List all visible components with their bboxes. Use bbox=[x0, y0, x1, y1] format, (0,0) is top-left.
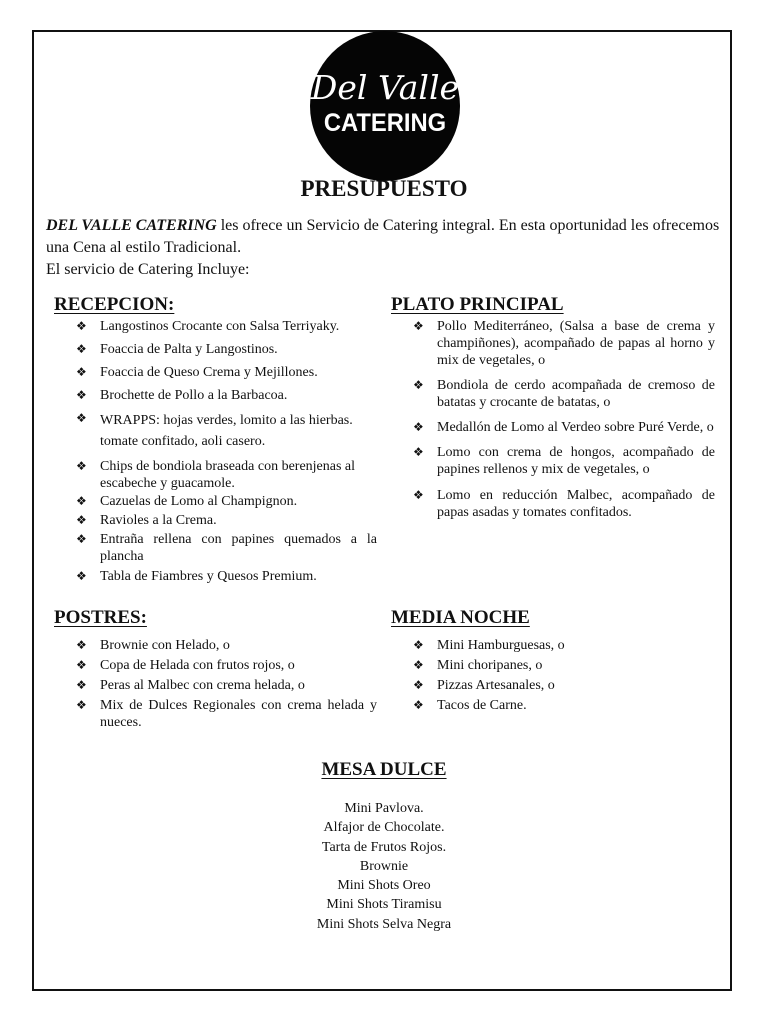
diamond-bullet-icon: ❖ bbox=[76, 658, 87, 672]
media-noche-list bbox=[413, 637, 715, 714]
diamond-bullet-icon: ❖ bbox=[413, 378, 424, 392]
diamond-bullet-icon: ❖ bbox=[413, 319, 424, 333]
list-item: ❖ Lomo en reducción Malbec, acompañado de papas asadas y tomates confitados. bbox=[413, 488, 715, 520]
diamond-bullet-icon: ❖ bbox=[413, 658, 424, 672]
list-item: ❖ Lomo con crema de hongos, acompañado de papines rellenos y mix de vegetales, o bbox=[413, 445, 715, 477]
list-item: ❖ Medallón de Lomo al Verdeo sobre Puré Verde, o bbox=[413, 420, 714, 435]
diamond-bullet-icon: ❖ bbox=[413, 420, 424, 434]
list-item: ❖ Bondiola de cerdo acompañada de cremoso de batatas y crocante de batatas, o bbox=[413, 378, 715, 410]
list-item: ❖ Ravioles a la Crema. bbox=[76, 513, 217, 528]
diamond-bullet-icon: ❖ bbox=[76, 569, 87, 583]
list-item: ❖ Cazuelas de Lomo al Champignon. bbox=[76, 494, 298, 509]
intro-brand: DEL VALLE CATERING bbox=[46, 217, 217, 234]
diamond-bullet-icon: ❖ bbox=[76, 411, 87, 425]
list-item: ❖ Tabla de Fiambres y Quesos Premium. bbox=[76, 569, 317, 584]
media-noche-heading: MEDIA NOCHE bbox=[391, 607, 530, 628]
diamond-bullet-icon: ❖ bbox=[76, 678, 87, 692]
list-item: ❖ Pollo Mediterráneo, (Salsa a base de crema y champiñones), acompañado de papas al horno y mix de vegetales, o bbox=[413, 319, 715, 368]
list-item: Mini Pavlova. bbox=[344, 801, 424, 816]
diamond-bullet-icon: ❖ bbox=[413, 698, 424, 712]
del-valle-logo bbox=[310, 31, 460, 181]
list-item: ❖ Mini Hamburguesas, o bbox=[413, 638, 565, 653]
intro-text: les ofrece un Servicio de Catering integral. En esta oportunidad les ofrecemos una Cena al estilo Tradicional. bbox=[46, 217, 720, 256]
list-item: Mini Shots Oreo bbox=[337, 878, 431, 894]
mesa-dulce-list bbox=[0, 799, 768, 934]
diamond-bullet-icon: ❖ bbox=[76, 319, 87, 333]
list-item: Mini Shots Tiramisu bbox=[326, 897, 442, 913]
mesa-dulce-heading: MESA DULCE bbox=[321, 759, 447, 780]
list-item: ❖ Foaccia de Queso Crema y Mejillones. bbox=[76, 365, 318, 380]
diamond-bullet-icon: ❖ bbox=[76, 388, 87, 402]
diamond-bullet-icon: ❖ bbox=[76, 698, 87, 712]
diamond-bullet-icon: ❖ bbox=[413, 678, 424, 692]
diamond-bullet-icon: ❖ bbox=[76, 342, 87, 356]
diamond-bullet-icon: ❖ bbox=[413, 488, 424, 502]
list-item: ❖ Brownie con Helado, o bbox=[76, 638, 230, 653]
list-item: ❖ Peras al Malbec con crema helada, o bbox=[76, 678, 305, 693]
postres-list bbox=[76, 637, 377, 731]
list-item: ❖ Langostinos Crocante con Salsa Terriyaky. bbox=[76, 319, 340, 334]
diamond-bullet-icon: ❖ bbox=[76, 513, 87, 527]
list-item: ❖ Mini choripanes, o bbox=[413, 658, 543, 673]
list-item: ❖ Chips de bondiola braseada con berenjenas al escabeche y guacamole. bbox=[76, 459, 356, 491]
list-item: ❖ Brochette de Pollo a la Barbacoa. bbox=[76, 388, 288, 403]
diamond-bullet-icon: ❖ bbox=[413, 445, 424, 459]
diamond-bullet-icon: ❖ bbox=[76, 365, 87, 379]
list-item: Tarta de Frutos Rojos. bbox=[321, 839, 447, 855]
intro-line2: El servicio de Catering Incluye: bbox=[46, 261, 250, 278]
list-item: ❖ Copa de Helada con frutos rojos, o bbox=[76, 658, 295, 673]
list-item: ❖ WRAPPS: hojas verdes, lomito a las hierbas. tomate confitado, aoli casero. bbox=[76, 411, 353, 449]
list-item: Alfajor de Chocolate. bbox=[323, 820, 445, 836]
page-title: PRESUPUESTO bbox=[300, 176, 468, 201]
postres-heading: POSTRES: bbox=[54, 607, 147, 628]
diamond-bullet-icon: ❖ bbox=[76, 494, 87, 508]
diamond-bullet-icon: ❖ bbox=[76, 638, 87, 652]
list-item: ❖ Entraña rellena con papines quemados a la plancha bbox=[76, 532, 377, 564]
diamond-bullet-icon: ❖ bbox=[76, 532, 87, 546]
list-item: ❖ Pizzas Artesanales, o bbox=[413, 678, 555, 693]
logo-script-text: Del Valle bbox=[310, 68, 460, 107]
plato-principal-heading: PLATO PRINCIPAL bbox=[391, 294, 564, 315]
recepcion-list bbox=[76, 318, 377, 585]
list-item: Mini Shots Selva Negra bbox=[316, 916, 452, 932]
logo-word-text: CATERING bbox=[323, 109, 447, 137]
diamond-bullet-icon: ❖ bbox=[76, 459, 87, 473]
diamond-bullet-icon: ❖ bbox=[413, 638, 424, 652]
list-item: ❖ Tacos de Carne. bbox=[413, 698, 527, 713]
recepcion-heading: RECEPCION: bbox=[54, 294, 175, 315]
plato-principal-list bbox=[413, 318, 715, 521]
list-item: ❖ Foaccia de Palta y Langostinos. bbox=[76, 342, 278, 357]
list-item: ❖ Mix de Dulces Regionales con crema helada y nueces. bbox=[76, 698, 377, 730]
intro-paragraph bbox=[46, 215, 726, 281]
list-item: Brownie bbox=[359, 858, 409, 874]
